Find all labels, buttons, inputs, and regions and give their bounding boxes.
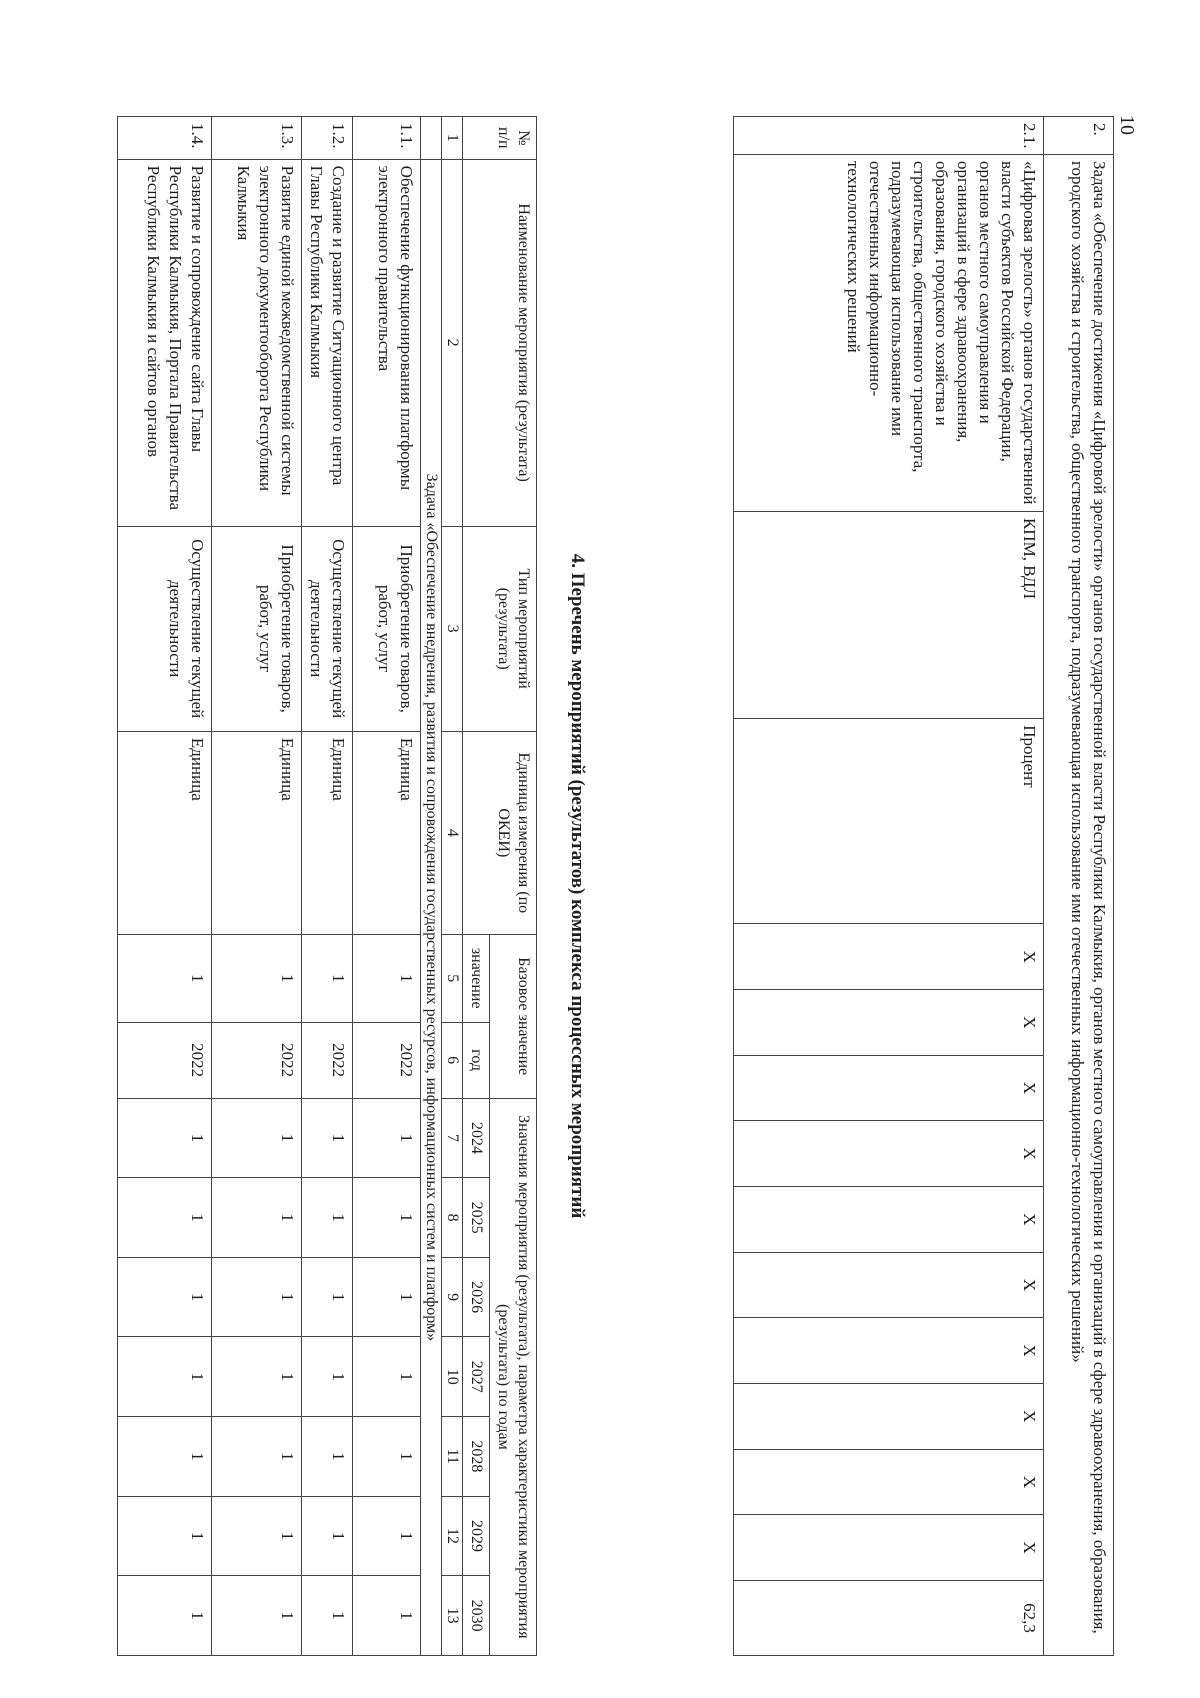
year-value: 1 bbox=[353, 1337, 421, 1417]
year-value: 1 bbox=[353, 1496, 421, 1576]
activity-type: Осуществление текущей деятельности bbox=[302, 526, 353, 731]
year-value: 1 bbox=[212, 1337, 302, 1417]
page-number: 10 bbox=[1116, 115, 1138, 135]
year-value: 1 bbox=[212, 1098, 302, 1178]
value-cell: Х bbox=[734, 990, 1044, 1056]
value-cell: Х bbox=[734, 1187, 1044, 1253]
year-value: 1 bbox=[302, 1178, 353, 1258]
value-cell: Х bbox=[734, 1055, 1044, 1121]
year-value: 1 bbox=[118, 1576, 212, 1656]
year-value: 1 bbox=[353, 1257, 421, 1337]
year-value: 1 bbox=[118, 1417, 212, 1497]
year-value: 1 bbox=[353, 1417, 421, 1497]
task-text: Задача «Обеспечение достижения «Цифровой зрелости» органов государственной власти Республики Калмыкия, органов местного самоуправления и организаций в сфере здравоохранения, образования, городского хозяйства и строительства, общественного транспорта, подразумевающая использование ими отечественных информационно-технологических решений» bbox=[1044, 154, 1114, 1655]
column-number: 6 bbox=[442, 1022, 463, 1098]
year-value: 1 bbox=[302, 1098, 353, 1178]
value-cell: Х bbox=[734, 1449, 1044, 1515]
activity-unit: Единица bbox=[118, 731, 212, 934]
base-value: 1 bbox=[302, 934, 353, 1022]
indicators-table bbox=[733, 116, 1114, 1656]
header-year: 2029 bbox=[463, 1496, 490, 1576]
header-base-value: значение bbox=[463, 934, 490, 1022]
indicator-unit: Процент bbox=[734, 719, 1044, 924]
activity-type: Приобретение товаров, работ, услуг bbox=[353, 526, 421, 731]
base-value: 1 bbox=[212, 934, 302, 1022]
column-number: 8 bbox=[442, 1178, 463, 1258]
activity-unit: Единица bbox=[353, 731, 421, 934]
activity-unit: Единица bbox=[212, 731, 302, 934]
row-number: 2.1. bbox=[734, 117, 1044, 155]
year-value: 1 bbox=[118, 1496, 212, 1576]
final-value: 62,3 bbox=[734, 1580, 1044, 1655]
activity-type: Осуществление текущей деятельности bbox=[118, 526, 212, 731]
activity-type: Приобретение товаров, работ, услуг bbox=[212, 526, 302, 731]
section-title: 4. Перечень мероприятий (результатов) комплекса процессных мероприятий bbox=[567, 553, 588, 1219]
indicator-name: «Цифровая зрелость» органов государственной власти субъектов Российской Федерации, органов местного самоуправления и организаций в сфере здравоохранения, образования, городского хозяйства и строительства, общественного транспорта, подразумевающая использование ими отечественных информационно-технологических решений bbox=[734, 154, 1044, 511]
year-value: 1 bbox=[212, 1178, 302, 1258]
header-year: 2025 bbox=[463, 1178, 490, 1258]
year-value: 1 bbox=[212, 1257, 302, 1337]
header-year: 2030 bbox=[463, 1576, 490, 1656]
year-value: 1 bbox=[302, 1337, 353, 1417]
year-value: 1 bbox=[302, 1496, 353, 1576]
value-cell: Х bbox=[734, 1121, 1044, 1187]
base-value: 1 bbox=[353, 934, 421, 1022]
header-num: № п/п bbox=[463, 117, 537, 160]
column-number: 1 bbox=[442, 117, 463, 160]
column-number: 7 bbox=[442, 1098, 463, 1178]
year-value: 1 bbox=[212, 1417, 302, 1497]
row-number: 1.4. bbox=[118, 117, 212, 160]
table-row bbox=[302, 117, 353, 1656]
base-year: 2022 bbox=[302, 1022, 353, 1098]
column-number: 5 bbox=[442, 934, 463, 1022]
header-year: 2024 bbox=[463, 1098, 490, 1178]
year-value: 1 bbox=[353, 1576, 421, 1656]
year-value: 1 bbox=[118, 1098, 212, 1178]
column-number: 10 bbox=[442, 1337, 463, 1417]
activity-name: Развитие единой межведомственной системы электронного документооборота Республики Калмыкия bbox=[212, 159, 302, 526]
value-cell: Х bbox=[734, 1383, 1044, 1449]
activity-name: Обеспечение функционирования платформы электронного правительства bbox=[353, 159, 421, 526]
year-value: 1 bbox=[118, 1257, 212, 1337]
column-number: 2 bbox=[442, 159, 463, 526]
column-number: 9 bbox=[442, 1257, 463, 1337]
value-cell: Х bbox=[734, 1318, 1044, 1384]
header-type: Тип мероприятий (результата) bbox=[463, 526, 537, 731]
base-year: 2022 bbox=[353, 1022, 421, 1098]
column-number: 13 bbox=[442, 1576, 463, 1656]
year-value: 1 bbox=[212, 1576, 302, 1656]
year-value: 1 bbox=[353, 1178, 421, 1258]
task-number: 2. bbox=[1044, 117, 1114, 155]
base-year: 2022 bbox=[212, 1022, 302, 1098]
table-row bbox=[212, 117, 302, 1656]
row-number: 1.3. bbox=[212, 117, 302, 160]
year-value: 1 bbox=[118, 1178, 212, 1258]
activities-table bbox=[117, 116, 537, 1656]
activity-name: Создание и развитие Ситуационного центра Главы Республики Калмыкия bbox=[302, 159, 353, 526]
base-value: 1 bbox=[118, 934, 212, 1022]
header-base-year: год bbox=[463, 1022, 490, 1098]
header-year: 2026 bbox=[463, 1257, 490, 1337]
year-value: 1 bbox=[302, 1257, 353, 1337]
task-row: Задача «Обеспечение внедрения, развития и сопровождения государственных ресурсов, информационных систем и платформ» bbox=[421, 159, 442, 1655]
rotated-page bbox=[114, 116, 1114, 1656]
activity-name: Развитие и сопровождение сайта Главы Республики Калмыкия, Портала Правительства Республики Калмыкия и сайтов органов bbox=[118, 159, 212, 526]
base-year: 2022 bbox=[118, 1022, 212, 1098]
table-row bbox=[118, 117, 212, 1656]
header-year: 2027 bbox=[463, 1337, 490, 1417]
year-value: 1 bbox=[212, 1496, 302, 1576]
header-name: Наименование мероприятия (результата) bbox=[463, 159, 537, 526]
year-value: 1 bbox=[302, 1417, 353, 1497]
table-row bbox=[353, 117, 421, 1656]
column-number: 3 bbox=[442, 526, 463, 731]
column-number: 12 bbox=[442, 1496, 463, 1576]
row-number: 1.2. bbox=[302, 117, 353, 160]
indicator-type: КПМ, ВДЛ bbox=[734, 511, 1044, 718]
column-number: 4 bbox=[442, 731, 463, 934]
activity-unit: Единица bbox=[302, 731, 353, 934]
row-number: 1.1. bbox=[353, 117, 421, 160]
value-cell: Х bbox=[734, 924, 1044, 990]
value-cell: Х bbox=[734, 1515, 1044, 1581]
header-values: Значения мероприятия (результата), параметра характеристики мероприятия (результата) по годам bbox=[490, 1098, 537, 1655]
header-base: Базовое значение bbox=[490, 934, 537, 1098]
year-value: 1 bbox=[118, 1337, 212, 1417]
column-number: 11 bbox=[442, 1417, 463, 1497]
header-unit: Единица измерения (по ОКЕИ) bbox=[463, 731, 537, 934]
year-value: 1 bbox=[302, 1576, 353, 1656]
value-cell: Х bbox=[734, 1252, 1044, 1318]
header-year: 2028 bbox=[463, 1417, 490, 1497]
year-value: 1 bbox=[353, 1098, 421, 1178]
